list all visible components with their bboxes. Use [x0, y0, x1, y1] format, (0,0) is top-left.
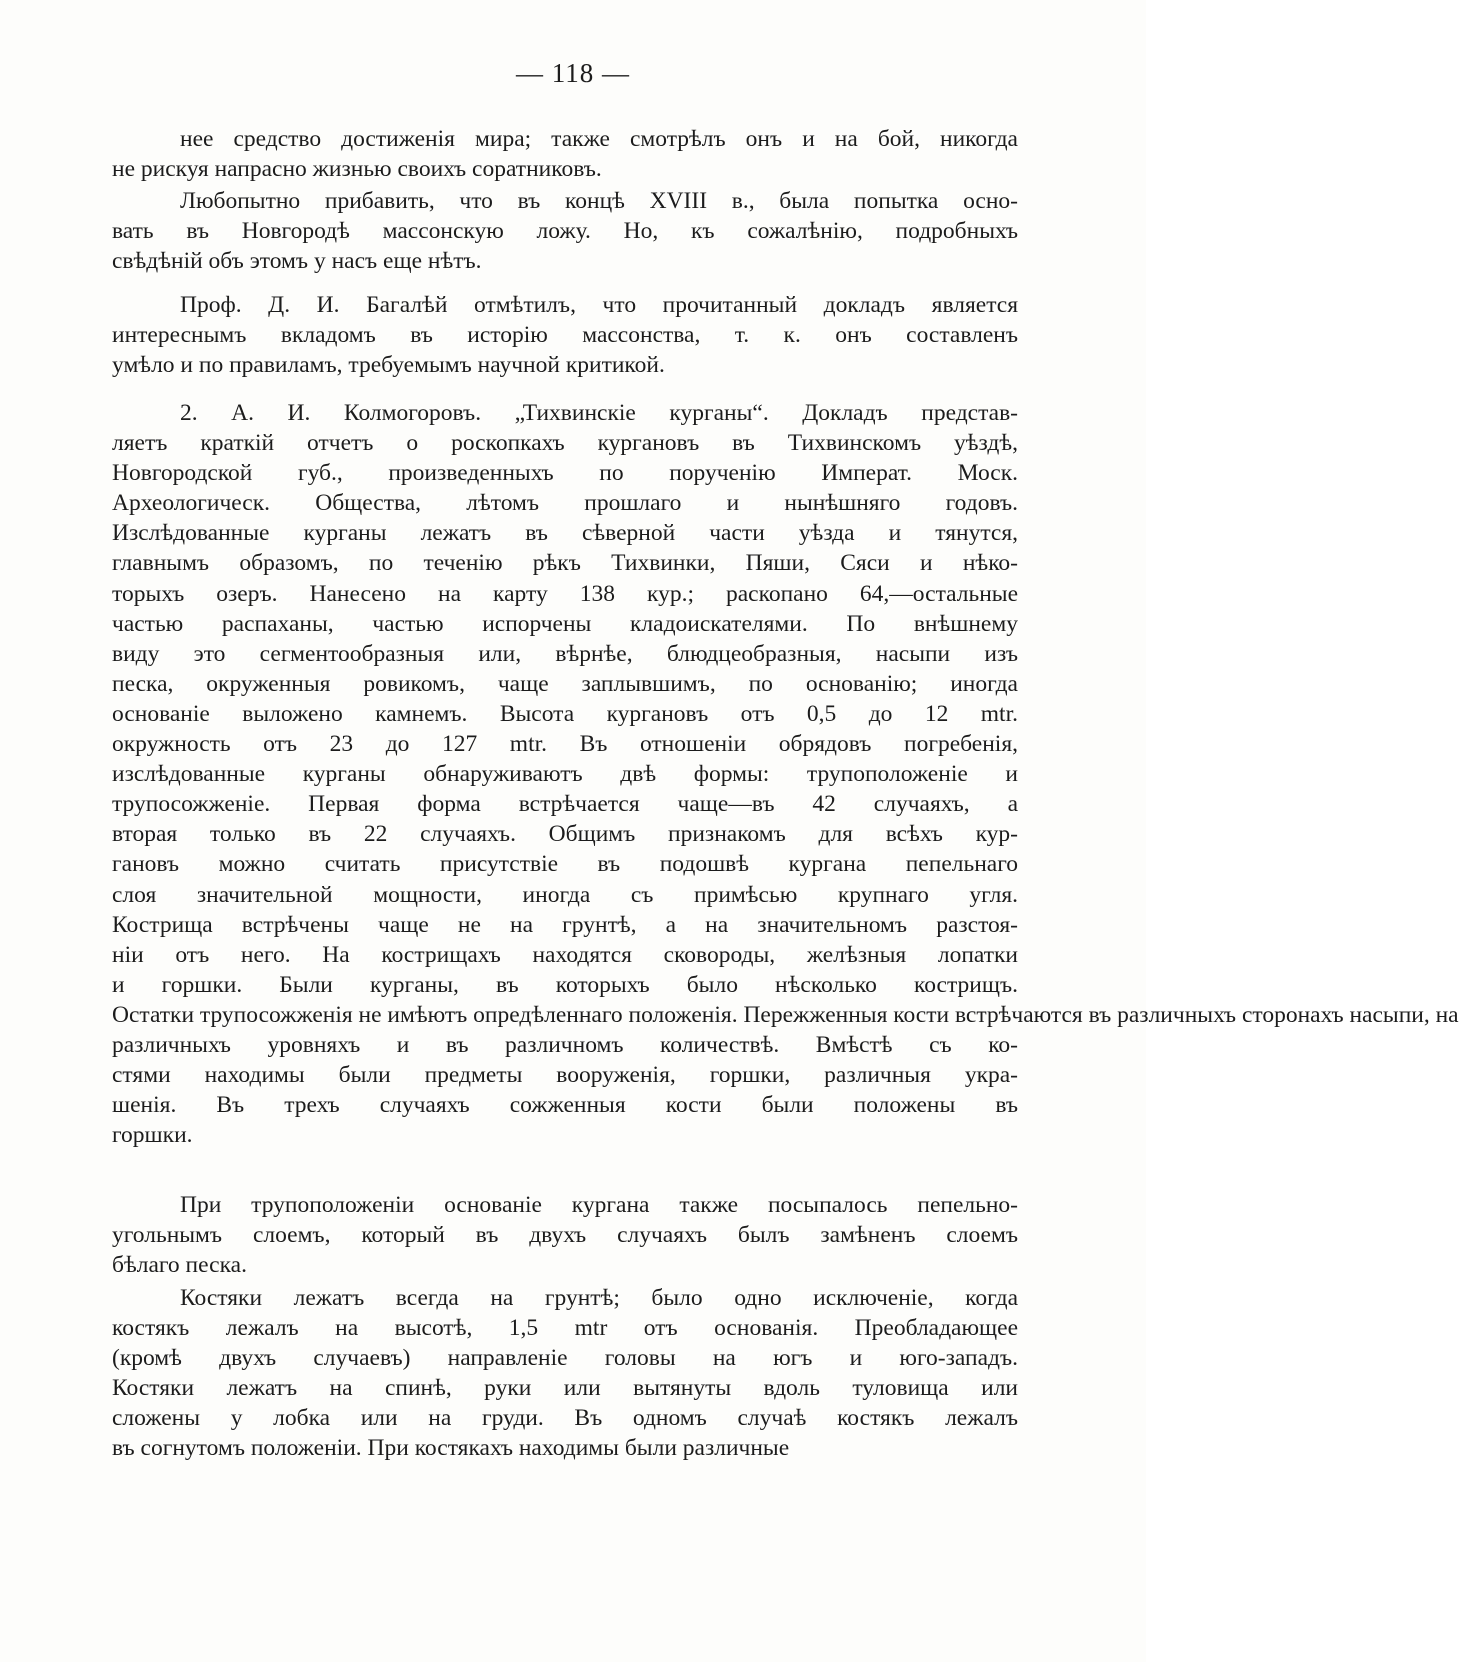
paragraph [112, 186, 1018, 276]
text-line: вать въ Новгородѣ массонскую ложу. Но, къ сожалѣнію, подробныхъ [112, 218, 1018, 245]
paragraph [112, 1190, 1018, 1280]
text-line: ляетъ краткій отчетъ о роскопкахъ кургановъ въ Тихвинскомъ уѣздѣ, [112, 430, 1018, 457]
text-line: Новгородской губ., произведенныхъ по порученію Императ. Моск. [112, 460, 1018, 487]
text-line: Кострища встрѣчены чаще не на грунтѣ, а на значительномъ разстоя- [112, 911, 1018, 938]
text-line: гановъ можно считать присутствіе въ подошвѣ кургана пепельнаго [112, 851, 1018, 878]
text-line: интереснымъ вкладомъ въ исторію массонства, т. к. онъ составленъ [112, 322, 1018, 349]
text-line: Костяки лежатъ всегда на грунтѣ; было одно исключеніе, когда [180, 1285, 1018, 1311]
text-line: Археологическ. Общества, лѣтомъ прошлаго и нынѣшняго годовъ. [112, 490, 1018, 517]
paragraph [112, 124, 1018, 184]
text-line: изслѣдованные курганы обнаруживаютъ двѣ формы: трупоположеніе и [112, 761, 1018, 788]
text-line: трупосожженіе. Первая форма встрѣчается чаще—въ 42 случаяхъ, а [112, 791, 1018, 818]
text-line: песка, окруженныя ровикомъ, чаще заплывшимъ, по основанію; иногда [112, 670, 1018, 697]
paragraph [112, 1283, 1018, 1464]
text-line: При трупоположеніи основаніе кургана также посыпалось пепельно- [180, 1192, 1018, 1218]
text-line: 2. А. И. Колмогоровъ. „Тихвинскіе курганы“. Докладъ представ- [180, 400, 1018, 426]
text-line: Костяки лежатъ на спинѣ, руки или вытянуты вдоль туловища или [112, 1375, 1018, 1402]
text-line: бѣлаго песка. [112, 1252, 247, 1279]
text-line: угольнымъ слоемъ, который въ двухъ случаяхъ былъ замѣненъ слоемъ [112, 1222, 1018, 1249]
text-line: свѣдѣній объ этомъ у насъ еще нѣтъ. [112, 248, 482, 275]
text-line: вторая только въ 22 случаяхъ. Общимъ признакомъ для всѣхъ кур- [112, 821, 1018, 848]
text-line: и горшки. Были курганы, въ которыхъ было нѣсколько кострищъ. [112, 971, 1018, 998]
page-number: — 118 — [516, 58, 630, 88]
text-line: основаніе выложено камнемъ. Высота кургановъ отъ 0,5 до 12 mtr. [112, 700, 1018, 727]
text-line: слоя значительной мощности, иногда съ примѣсью крупнаго угля. [112, 881, 1018, 908]
paragraph [112, 290, 1018, 380]
text-line: не рискуя напрасно жизнью своихъ соратниковъ. [112, 156, 602, 183]
text-line: горшки. [112, 1122, 193, 1149]
text-line: различныхъ уровняхъ и въ различномъ количествѣ. Вмѣстѣ съ ко- [112, 1031, 1018, 1058]
text-line: умѣло и по правиламъ, требуемымъ научной критикой. [112, 352, 665, 379]
text-line: костякъ лежалъ на высотѣ, 1,5 mtr отъ основанія. Преобладающее [112, 1315, 1018, 1342]
text-line: шенія. Въ трехъ случаяхъ сожженныя кости были положены въ [112, 1092, 1018, 1119]
paragraph [112, 398, 1459, 1150]
text-line: Проф. Д. И. Багалѣй отмѣтилъ, что прочитанный докладъ является [180, 292, 1018, 318]
text-line: ніи отъ него. На кострищахъ находятся сковороды, желѣзныя лопатки [112, 941, 1018, 968]
text-line: Остатки трупосожженія не имѣютъ опредѣленнаго положенія. Пережженныя кости встрѣчаются въ различныхъ сторонахъ насыпи, на [112, 1001, 1459, 1028]
text-line: нее средство достиженія мира; также смотрѣлъ онъ и на бой, никогда [180, 126, 1018, 152]
text-line: въ согнутомъ положеніи. При костякахъ находимы были различные [112, 1435, 790, 1462]
text-line: виду это сегментообразныя или, вѣрнѣе, блюдцеобразныя, насыпи изъ [112, 640, 1018, 667]
text-line: стями находимы были предметы вооруженія, горшки, различныя укра- [112, 1062, 1018, 1089]
text-line: сложены у лобка или на груди. Въ одномъ случаѣ костякъ лежалъ [112, 1405, 1018, 1432]
text-line: частью распаханы, частью испорчены кладоискателями. По внѣшнему [112, 610, 1018, 637]
text-line: Изслѣдованные курганы лежатъ въ сѣверной части уѣзда и тянутся, [112, 520, 1018, 547]
text-line: окружность отъ 23 до 127 mtr. Въ отношеніи обрядовъ погребенія, [112, 731, 1018, 758]
text-line: торыхъ озеръ. Нанесено на карту 138 кур.; раскопано 64,—остальные [112, 580, 1018, 607]
text-line: (кромѣ двухъ случаевъ) направленіе головы на югъ и юго-западъ. [112, 1345, 1018, 1372]
text-line: Любопытно прибавить, что въ концѣ XVIII в., была попытка осно- [180, 188, 1018, 214]
text-line: главнымъ образомъ, по теченію рѣкъ Тихвинки, Пяши, Сяси и нѣко- [112, 550, 1018, 577]
